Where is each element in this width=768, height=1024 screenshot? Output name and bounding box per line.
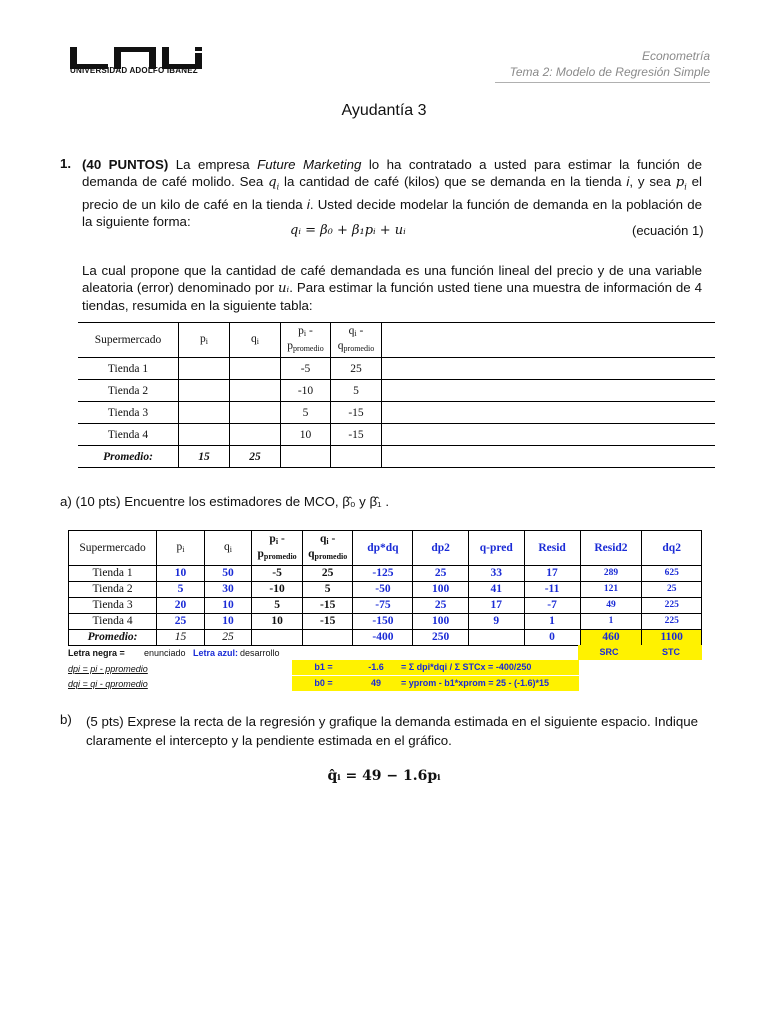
cell: -15 [331,424,382,446]
cell: 1 [524,614,580,630]
col-header: $q_i$ [204,531,252,566]
var-i: i [306,196,310,212]
cell: 20 [157,598,205,614]
cell: -150 [353,614,413,630]
col-header: Supermercado [69,531,157,566]
cell: 100 [413,614,469,630]
cell: 5 [157,582,205,598]
data-table-2 [68,530,702,646]
q1-text-part: . Usted decide modelar la función de demanda en la población de la siguiente forma: [82,196,702,229]
table-row-average [69,630,702,646]
logo-caption: UNIVERSIDAD ADOLFO IBAÑEZ [70,66,198,75]
cell [281,446,331,468]
header-right [510,48,710,80]
cell: 250 [413,630,469,646]
table-row [69,582,702,598]
cell [230,358,281,380]
col-header: $q_i$ - $q_{promedio}$ [302,531,353,566]
var-i: i [626,174,630,189]
col-header: Resid [524,531,580,566]
q1-text-part: La empresa [168,157,258,172]
col-header: $q_i$ - $q_{promedio}$ [331,323,382,358]
col-header: $q_i$ [230,323,281,358]
cell: -15 [331,402,382,424]
cell: 10 [204,598,252,614]
cell: -5 [281,358,331,380]
legend-black: Letra negra = [68,648,125,658]
cell: 5 [281,402,331,424]
cell: Tienda 2 [69,582,157,598]
cell [179,380,230,402]
cell: 9 [468,614,524,630]
b0-formula: = yprom - b1*xprom = 25 - (-1.6)*15 [397,676,579,691]
cell: 25 [204,630,252,646]
col-header: $p_i$ [179,323,230,358]
cell [382,446,716,468]
col-header: $p_i$ - $p_{promedio}$ [281,323,331,358]
cell [179,402,230,424]
cell: 0 [524,630,580,646]
src-value: 460 [580,630,642,646]
cell [179,424,230,446]
col-header: q-pred [468,531,524,566]
var-q: $q_i$ [268,175,280,192]
q1-text-part: lo ha contratado a usted para estimar la función de demanda de café molido. Sea [82,157,702,189]
cell: 5 [331,380,382,402]
equation-1: qᵢ = β₀ + β₁pᵢ + uᵢ [290,223,406,238]
cell: -10 [252,582,303,598]
cell [230,424,281,446]
b0-value: 49 [355,676,397,691]
col-header: dq2 [642,531,702,566]
cell: 33 [468,566,524,582]
col-header: Supermercado [78,323,179,358]
cell: 17 [468,598,524,614]
p2-text: La cual propone que la cantidad de café demandada es una función lineal del precio y de una variable aleatoria (error) denominado por [82,263,702,295]
paragraph-2 [82,262,702,314]
cell: Tienda 3 [69,598,157,614]
table-row [78,358,715,380]
cell [230,402,281,424]
part-a-text: a) (10 pts) Encuentre los estimadores de MCO, β̂₀ y β̂₁ . [60,494,390,509]
cell [382,402,716,424]
cell [382,380,716,402]
course-topic: Tema 2: Modelo de Regresión Simple [509,65,710,79]
legend-blue: Letra azul: [193,648,239,658]
table-row [69,598,702,614]
cell: 1 [580,614,642,630]
src-label: SRC [578,645,640,660]
cell: -50 [353,582,413,598]
cell: 121 [580,582,642,598]
cell: Tienda 4 [69,614,157,630]
dpi-definition: dpi = pi - ppromedio [68,664,148,674]
q1-text-part: , y sea [629,174,676,189]
cell: 17 [524,566,580,582]
table-row [69,566,702,582]
cell [179,358,230,380]
p2-text: . Para estimar la función usted tiene una muestra de información de 4 tiendas, resumida en la siguiente tabla: [82,280,703,313]
question-1-text [82,156,702,230]
cell: 10 [281,424,331,446]
question-points: (40 PUNTOS) [82,157,169,172]
cell: 100 [413,582,469,598]
cell: Tienda 1 [78,358,179,380]
legend-blue-desc: desarrollo [240,648,280,658]
b1-formula: = Σ dpi*dqi / Σ STCx = -400/250 [397,660,579,675]
cell: Tienda 1 [69,566,157,582]
var-p: $p_i$ [675,175,687,192]
b0-label: b0 = [292,676,355,691]
cell: 25 [157,614,205,630]
cell: -75 [353,598,413,614]
cell: 25 [413,598,469,614]
cell: 15 [157,630,205,646]
col-header: dp*dq [353,531,413,566]
cell: 41 [468,582,524,598]
cell: 289 [580,566,642,582]
cell: -11 [524,582,580,598]
cell: Tienda 4 [78,424,179,446]
cell: 25 [302,566,353,582]
table-row [78,402,715,424]
stc-label: STC [640,645,702,660]
q1-text-part: la cantidad de café (kilos) que se demanda en la tienda [279,174,627,189]
cell: -400 [353,630,413,646]
regression-equation: q̂ᵢ = 49 − 1.6pᵢ [327,768,441,784]
cell: 25 [331,358,382,380]
cell: 625 [642,566,702,582]
cell [230,380,281,402]
cell: 50 [204,566,252,582]
cell: Tienda 3 [78,402,179,424]
cell [302,630,353,646]
cell: Promedio: [78,446,179,468]
table-row-average [78,446,715,468]
legend-black-desc: enunciado [144,648,186,658]
cell: 5 [302,582,353,598]
question-number: 1. [60,156,72,171]
cell: 5 [252,598,303,614]
cell: -15 [302,598,353,614]
cell: 10 [252,614,303,630]
table-header-row [78,323,715,358]
q1-text-part: el precio de un kilo de café en la tienda [82,174,702,212]
col-header: dp2 [413,531,469,566]
cell: -7 [524,598,580,614]
cell: 49 [580,598,642,614]
cell [382,424,716,446]
part-b-label: b) [60,712,72,727]
cell [382,358,716,380]
cell: 25 [413,566,469,582]
cell: 30 [204,582,252,598]
part-b-text: (5 pts) Exprese la recta de la regresión y grafique la demanda estimada en el siguiente espacio. Indique claramente el intercepto y la pendiente estimada en el gráfico. [86,714,699,748]
cell: 25 [642,582,702,598]
b1-value: -1.6 [355,660,397,675]
col-header: $p_i$ [157,531,205,566]
cell: -125 [353,566,413,582]
header-rule [495,82,710,83]
cell: 25 [230,446,281,468]
b1-label: b1 = [292,660,355,675]
cell: 225 [642,598,702,614]
cell: Tienda 2 [78,380,179,402]
cell [468,630,524,646]
col-header: Resid2 [580,531,642,566]
cell: -15 [302,614,353,630]
document-title: Ayudantía 3 [341,102,427,119]
col-header: $p_i$ - $p_{promedio}$ [252,531,303,566]
cell: 15 [179,446,230,468]
cell: -5 [252,566,303,582]
table-header-row [69,531,702,566]
company-name: Future Marketing [257,157,362,172]
dqi-definition: dqi = qi - qpromedio [68,679,148,689]
data-table-1 [78,322,715,468]
equation-tag: (ecuación 1) [632,223,704,238]
cell: 10 [157,566,205,582]
col-header-empty [382,323,716,358]
cell: 225 [642,614,702,630]
table-row [78,380,715,402]
cell: 10 [204,614,252,630]
var-u: uᵢ [277,281,290,296]
stc-value: 1100 [642,630,702,646]
course-name: Econometría [641,49,710,63]
table-row [69,614,702,630]
cell [252,630,303,646]
cell: Promedio: [69,630,157,646]
cell: -10 [281,380,331,402]
cell [331,446,382,468]
table-row [78,424,715,446]
